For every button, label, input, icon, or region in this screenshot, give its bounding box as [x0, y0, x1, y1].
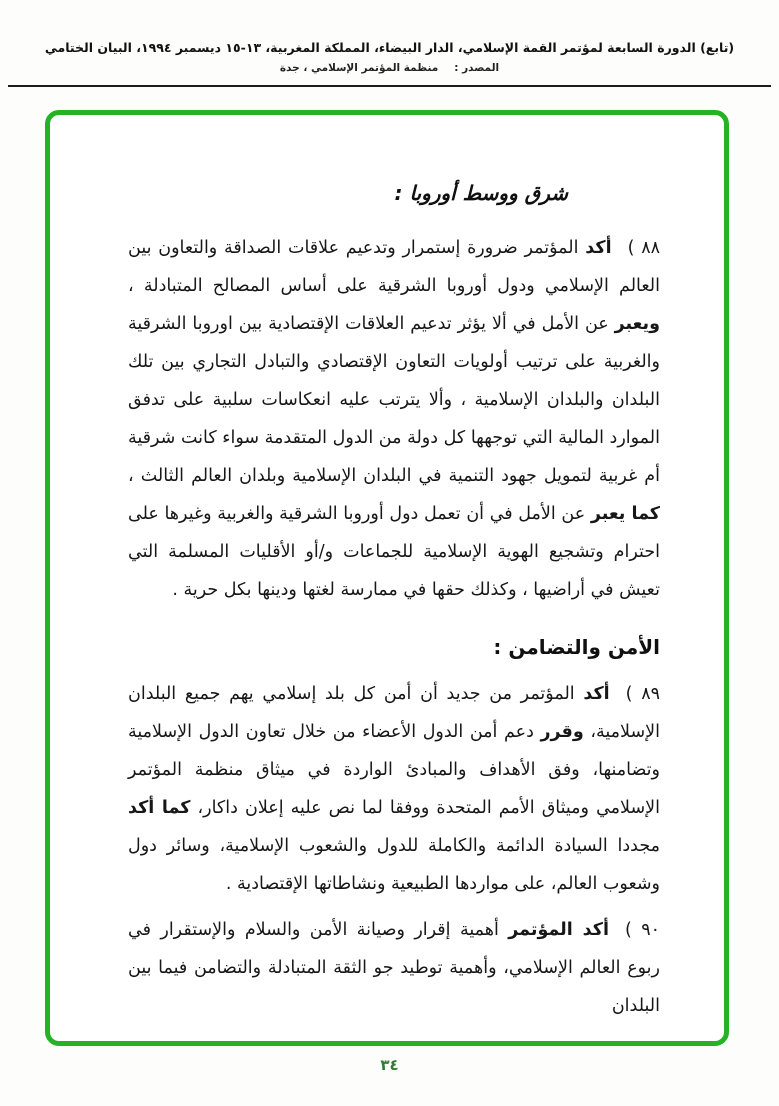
source-value: منظمة المؤتمر الإسلامي ، جدة	[279, 62, 439, 74]
section-title-east-central-europe: شرق ووسط أوروبا :	[394, 181, 568, 205]
p88-seg-5: عن الأمل في أن تعمل دول أوروبا الشرقية والغربية وغيرها على احترام وتشجيع الهوية الإسلامية للجماعات و/أو الأقليات المسلمة التي تعيش في أراضيها ، وكذلك حقها في ممارسة لغتها ودينها بكل حرية .	[128, 504, 660, 600]
source-label: المصدر :	[454, 62, 500, 74]
header-source-line	[0, 62, 779, 74]
p89-seg-4: كما أكد	[128, 798, 191, 818]
header-divider	[8, 85, 771, 87]
paragraph-89-number: ٨٩ )	[625, 684, 660, 704]
p89-seg-0: أكد	[583, 684, 610, 704]
paragraph-90-number: ٩٠ )	[624, 920, 661, 940]
section-title-security-solidarity: الأمن والتضامن :	[493, 635, 660, 659]
paragraph-88	[128, 229, 660, 609]
p88-seg-2: ويعبر	[614, 314, 660, 334]
p88-seg-0: أكد	[585, 238, 612, 258]
paragraph-90	[128, 911, 660, 1025]
p89-seg-3: دعم أمن الدول الأعضاء من خلال تعاون الدول الإسلامية وتضامنها، وفق الأهداف والمبادئ الواردة في ميثاق منظمة المؤتمر الإسلامي وميثاق الأمم المتحدة ووفقا لما نص عليه إعلان داكار،	[128, 722, 660, 818]
header-title: (تابع) الدورة السابعة لمؤتمر القمة الإسلامي، الدار البيضاء، المملكة المغربية، ١٣-١٥ ديسمبر ١٩٩٤، البيان الختامي	[44, 40, 735, 55]
p90-seg-0: أكد المؤتمر	[508, 920, 609, 940]
p88-seg-1: المؤتمر ضرورة إستمرار وتدعيم علاقات الصداقة والتعاون بين العالم الإسلامي ودول أوروبا الشرقية على أساس المصالح المتبادلة ،	[128, 238, 660, 296]
document-frame	[45, 110, 729, 1046]
document-content	[50, 115, 724, 1025]
p88-seg-3: عن الأمل في ألا يؤثر تدعيم العلاقات الإقتصادية بين اوروبا الشرقية والغربية على ترتيب أولويات التعاون الإقتصادي والتبادل التجاري بين تلك البلدان والبلدان الإسلامية ، وألا يترتب عليه انعكاسات سلبية على تدفق الموارد المالية التي توجهها كل دولة من الدول المتقدمة سواء كانت شرقية أم غربية لتمويل جهود التنمية في البلدان الإسلامية وبلدان العالم الثالث ،	[128, 314, 660, 486]
page-header	[0, 0, 779, 74]
paragraph-88-number: ٨٨ )	[627, 238, 660, 258]
p89-seg-2: وقرر	[540, 722, 584, 742]
p89-seg-1: المؤتمر من جديد أن أمن كل بلد إسلامي يهم جميع البلدان الإسلامية،	[128, 684, 661, 742]
p89-seg-5: مجددا السيادة الدائمة والكاملة للدول والشعوب الإسلامية، وسائر دول وشعوب العالم، على مواردها الطبيعية ونشاطاتها الإقتصادية .	[128, 836, 660, 894]
p90-seg-1: أهمية إقرار وصيانة الأمن والسلام والإستقرار في ربوع العالم الإسلامي، وأهمية توطيد جو الثقة المتبادلة والتضامن فيما بين البلدان	[128, 920, 660, 1016]
page-number: ٣٤	[380, 1056, 399, 1074]
paragraph-89	[128, 675, 660, 903]
p88-seg-4: كما يعبر	[590, 504, 660, 524]
